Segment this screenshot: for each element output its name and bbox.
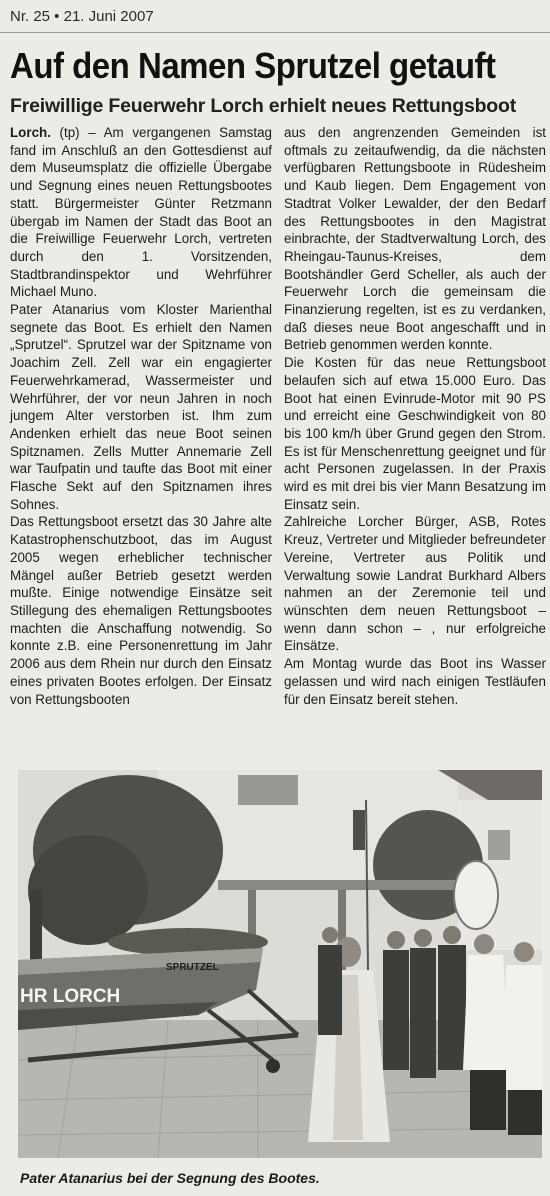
paragraph	[10, 124, 272, 301]
article-column-right	[284, 124, 546, 708]
issue-date-header: Nr. 25 • 21. Juni 2007	[10, 8, 154, 25]
boat-blessing-photo	[18, 770, 542, 1158]
paragraph: Die Kosten für das neue Rettungsboot belaufen sich auf etwa 15.000 Euro. Das Boot hat einen Evinrude-Motor mit 90 PS und erreicht eine Geschwindigkeit von 80 bis 100 km/h über Grund gegen den Strom. Es ist für Menschenrettung geeignet und für acht Personen zugelassen. In der Praxis wird es mit drei bis vier Mann Besatzung im Einsatz sein.	[284, 355, 546, 512]
photo-caption: Pater Atanarius bei der Segnung des Bootes.	[20, 1170, 320, 1186]
paragraph: Das Rettungsboot ersetzt das 30 Jahre alte Katastrophenschutzboot, das im August 2005 wegen erheblicher technischer Mängel außer Betrieb gesetzt werden mußte. Einige notwendige Einsätze seit Stillegung des ehemaligen Rettungsbootes machten die Anschaffung notwendig. So konnte z.B. eine Personenrettung im Jahr 2006 aus dem Rhein nur durch den Einsatz eines privaten Bootes erfolgen. Der Einsatz von Rettungsbooten	[10, 514, 272, 707]
header-divider	[0, 32, 550, 33]
boat-hull-text: HR LORCH	[20, 986, 121, 1007]
paragraph: Am Montag wurde das Boot ins Wasser gelassen und wird nach einigen Testläufen für den Einsatz bereit stehen.	[284, 656, 546, 707]
boat-name-text: SPRUTZEL	[166, 962, 219, 973]
paragraph: Pater Atanarius vom Kloster Marienthal segnete das Boot. Es erhielt den Namen „Sprutzel“. Sprutzel war der Spitzname von Joachim Zell. Zell war ein engagierter Feuerwehrkamerad, Wassermeister und Wehrführer, der vor neun Jahren in noch jungem Alter verstorben ist. Ihm zum Andenken erhielt das neue Boot seinen Spitznamen. Zells Mutter Annemarie Zell war Taufpatin und taufte das Boot mit einer Flasche Sekt auf den Spitznamen ihres Sohnes.	[10, 302, 272, 512]
article-subheadline: Freiwillige Feuerwehr Lorch erhielt neues Rettungsboot	[10, 95, 517, 117]
article-column-left	[10, 124, 272, 708]
article-headline: Auf den Namen Sprutzel getauft	[10, 45, 496, 86]
article-photo	[18, 770, 542, 1158]
paragraph: Zahlreiche Lorcher Bürger, ASB, Rotes Kreuz, Vertreter und Mitglieder befreundeter Vereine, Vertreter aus Politik und Verwaltung sowie Landrat Burkhard Albers nahmen an der Zeremonie teil und wünschten dem neuen Rettungsboot – wenn dann schon – , nur erfolgreiche Einsätze.	[284, 514, 546, 654]
dateline: Lorch.	[10, 125, 51, 140]
paragraph: aus den angrenzenden Gemeinden ist oftmals zu zeitaufwendig, da die nächsten verfügbaren Rettungsboote in Rüdesheim und Kaub liegen. Dem Engagement von Stadtrat Volker Lewalder, der den Bedarf des Rettungsbootes in den Magistrat einbrachte, der Stadtverwaltung Lorch, des Rheingau-Taunus-Kreises, dem Bootshändler Gerd Scheller, als auch der Feuerwehr Lorch die gemeinsam die Finanzierung regelten, ist es zu verdanken, daß dieses neue Boot angeschafft und in Betrieb genommen werden konnte.	[284, 125, 546, 353]
paragraph-text: (tp) – Am vergangenen Samstag fand im Anschluß an den Gottesdienst auf dem Museumsplatz die offizielle Übergabe und Segnung eines neuen Rettungsbootes statt. Bürgermeister Günter Retzmann übergab im Namen der Stadt das Boot an die Freiwillige Feuerwehr Lorch, vertreten durch den 1. Vorsitzenden, Stadtbrandinspektor und Wehrführer Michael Muno.	[10, 125, 272, 300]
